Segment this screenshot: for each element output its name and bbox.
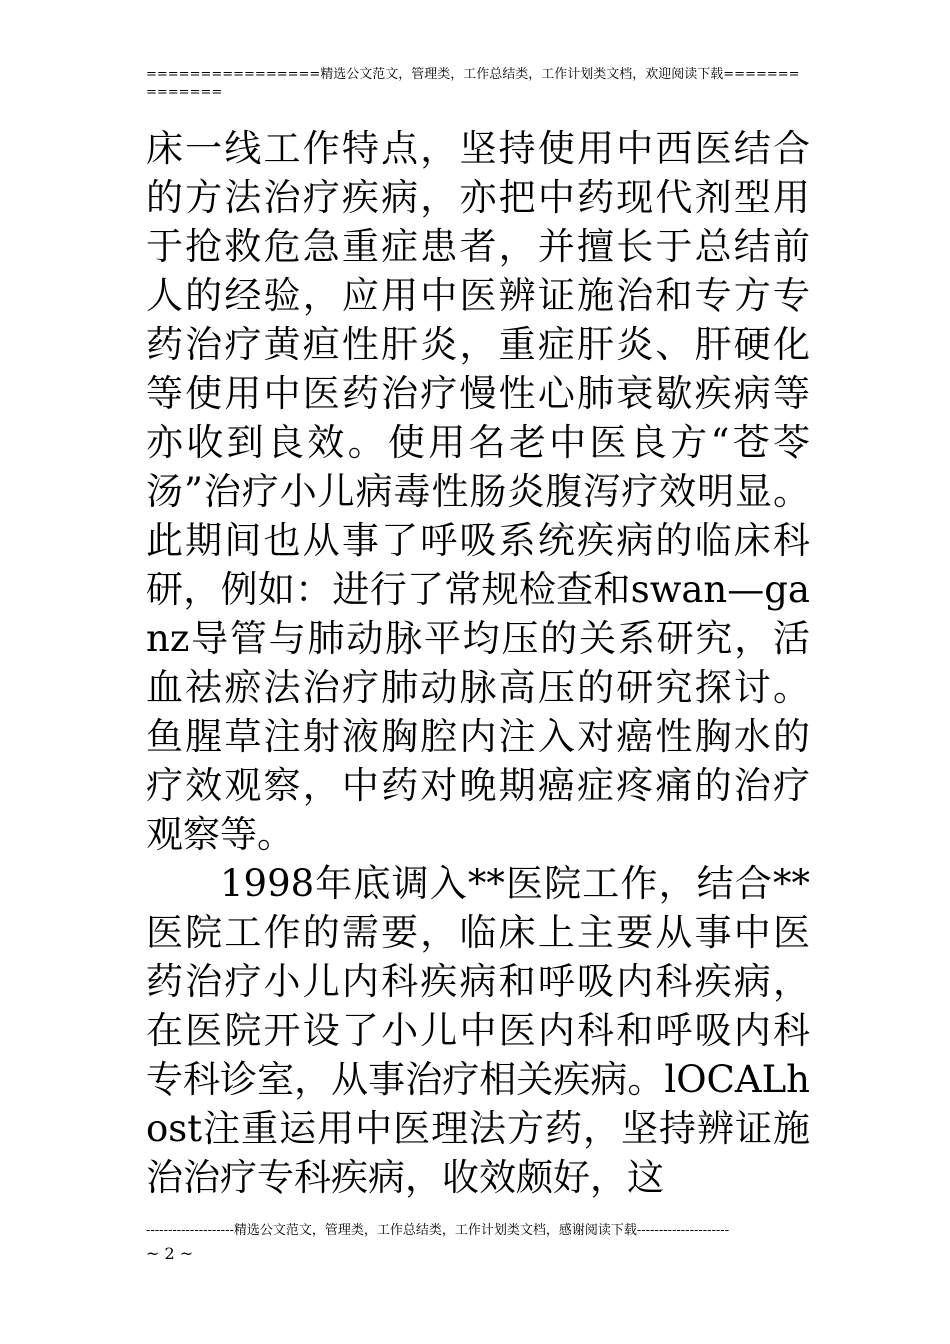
page-footer: --------------------精选公文范文，管理类，工作总结类，工作计划类文档，感谢阅读下载--------------------- bbox=[146, 1223, 730, 1238]
body-paragraph: 1998年底调入**医院工作，结合**医院工作的需要，临床上主要从事中医药治疗小儿内科疾病和呼吸内科疾病，在医院开设了小儿中医内科和呼吸内科专科诊室，从事治疗相关疾病。lOCALhost注重运用中医理法方药，坚持辨证施治治疗专科疾病，收效颇好，这 bbox=[146, 862, 810, 1199]
body-paragraph: 床一线工作特点，坚持使用中西医结合的方法治疗疾病，亦把中药现代剂型用于抢救危急重症患者，并擅长于总结前人的经验，应用中医辨证施治和专方专药治疗黄疸性肝炎，重症肝炎、肝硬化等使用中医药治疗慢性心肺衰歇疾病等亦收到良效。使用名老中医良方“苍苓汤”治疗小儿病毒性肠炎腹泻疗效明显。此期间也从事了呼吸系统疾病的临床科研，例如：进行了常规检查和swan—ganz导管与肺动脉平均压的关系研究，活血祛瘀法治疗肺动脉高压的研究探讨。鱼腥草注射液胸腔内注入对癌性胸水的疗效观察，中药对晚期癌症疼痛的治疗观察等。 bbox=[146, 127, 810, 856]
page-number: ~ 2 ~ bbox=[146, 1244, 194, 1263]
document-body bbox=[146, 124, 810, 1202]
page-header: ================精选公文范文，管理类，工作总结类，工作计划类文档，欢迎阅读下载============== bbox=[146, 67, 800, 100]
